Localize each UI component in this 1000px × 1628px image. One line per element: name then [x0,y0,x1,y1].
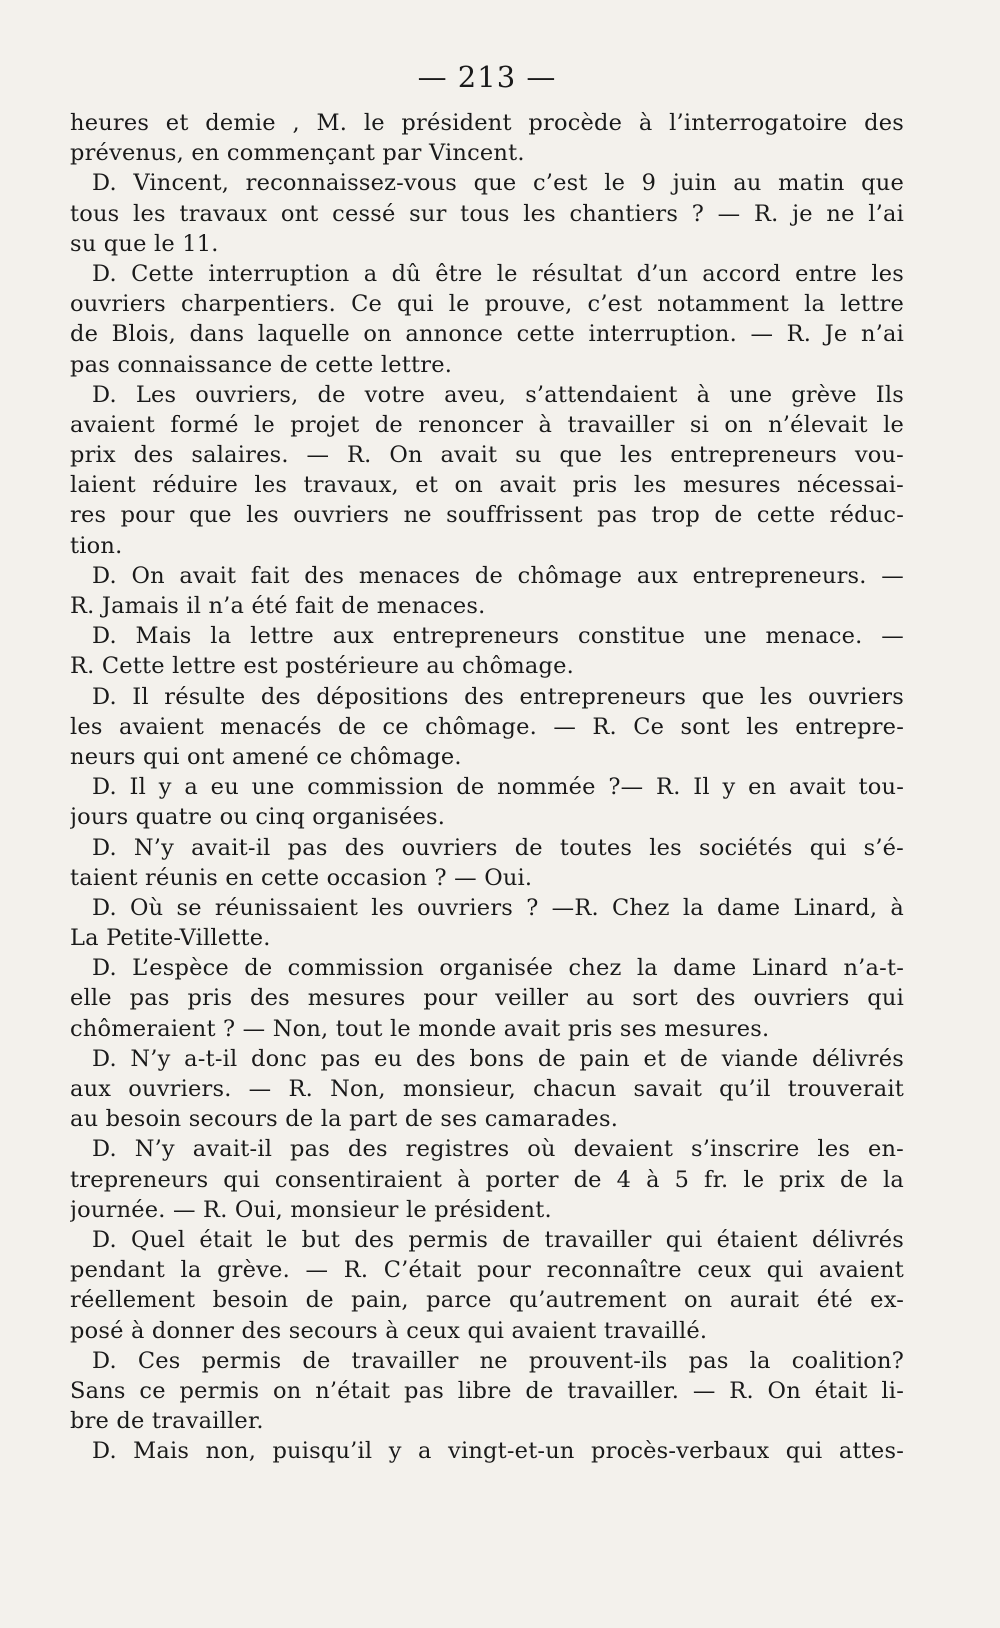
text-line: heures et demie , M. le président procède à l’interrogatoire des [70,110,904,136]
text-line: jours quatre ou cinq organisées. [70,804,446,831]
text-line: réellement besoin de pain, parce qu’autrement on aurait été ex- [70,1287,904,1314]
text-line: D. Où se réunissaient les ouvriers ? —R. Chez la dame Linard, à [92,894,904,921]
text-line: pendant la grève. — R. C’était pour reconnaître ceux qui avaient [70,1257,904,1284]
text-line: D. Les ouvriers, de votre aveu, s’attendaient à une grève Ils [92,381,904,408]
text-line: laient réduire les travaux, et on avait pris les mesures nécessai- [70,472,904,499]
text-line: bre de travailler. [70,1408,264,1435]
text-line: D. Cette interruption a dû être le résultat d’un accord entre les [92,260,904,287]
text-line: D. Il y a eu une commission de nommée ?— R. Il y en avait tou- [92,774,904,801]
text-line: ouvriers charpentiers. Ce qui le prouve, c’est notamment la lettre [70,291,904,318]
text-line: les avaient menacés de ce chômage. — R. Ce sont les entrepre- [70,713,904,740]
text-line: D. N’y avait-il pas des registres où devaient s’inscrire les en- [92,1136,904,1163]
text-line: prévenus, en commençant par Vincent. [70,140,525,167]
text-line: au besoin secours de la part de ses camarades. [70,1106,619,1133]
text-line: R. Jamais il n’a été fait de menaces. [70,593,486,619]
text-line: La Petite-Villette. [70,925,271,952]
text-line: Sans ce permis on n’était pas libre de travailler. — R. On était li- [70,1377,904,1404]
text-line: D. Mais non, puisqu’il y a vingt-et-un procès-verbaux qui attes- [92,1438,904,1465]
text-line: tion. [70,532,123,559]
text-line: su que le 11. [70,230,219,257]
text-line: D. Quel était le but des permis de travailler qui étaient délivrés [92,1226,904,1253]
text-line: pas connaissance de cette lettre. [70,351,453,378]
text-line: D. Mais la lettre aux entrepreneurs constitue une menace. — [92,623,904,650]
text-line: D. N’y avait-il pas des ouvriers de toutes les sociétés qui s’é- [92,834,904,861]
text-line: D. Ces permis de travailler ne prouvent-ils pas la coalition? [92,1347,904,1374]
text-line: journée. — R. Oui, monsieur le président. [70,1196,552,1223]
text-line: D. Vincent, reconnaissez-vous que c’est le 9 juin au matin que [92,170,904,197]
text-line: D. Il résulte des dépositions des entrepreneurs que les ouvriers [92,683,904,710]
text-line: elle pas pris des mesures pour veiller au sort des ouvriers qui [70,985,904,1012]
text-line: D. On avait fait des menaces de chômage aux entrepreneurs. — [92,562,904,589]
text-line: avaient formé le projet de renoncer à travailler si on n’élevait le [70,411,904,438]
text-line: tous les travaux ont cessé sur tous les chantiers ? — R. je ne l’ai [70,200,904,227]
text-line: taient réunis en cette occasion ? — Oui. [70,864,533,891]
text-line: D. N’y a-t-il donc pas eu des bons de pain et de viande délivrés [92,1045,904,1072]
text-line: posé à donner des secours à ceux qui avaient travaillé. [70,1317,708,1344]
text-line: R. Cette lettre est postérieure au chômage. [70,653,574,680]
text-line: aux ouvriers. — R. Non, monsieur, chacun savait qu’il trouverait [70,1076,904,1102]
text-line: D. L’espèce de commission organisée chez la dame Linard n’a-t- [92,955,904,982]
text-line: neurs qui ont amené ce chômage. [70,743,462,770]
text-line: res pour que les ouvriers ne souffrissent pas trop de cette réduc- [70,502,904,529]
text-line: de Blois, dans laquelle on annonce cette interruption. — R. Je n’ai [70,321,904,348]
text-line: trepreneurs qui consentiraient à porter de 4 à 5 fr. le prix de la [70,1166,904,1193]
text-line: prix des salaires. — R. On avait su que les entrepreneurs vou- [70,442,904,469]
page-number: — 213 — [417,60,557,94]
text-line: chômeraient ? — Non, tout le monde avait pris ses mesures. [70,1015,770,1042]
body-text [70,108,904,1466]
